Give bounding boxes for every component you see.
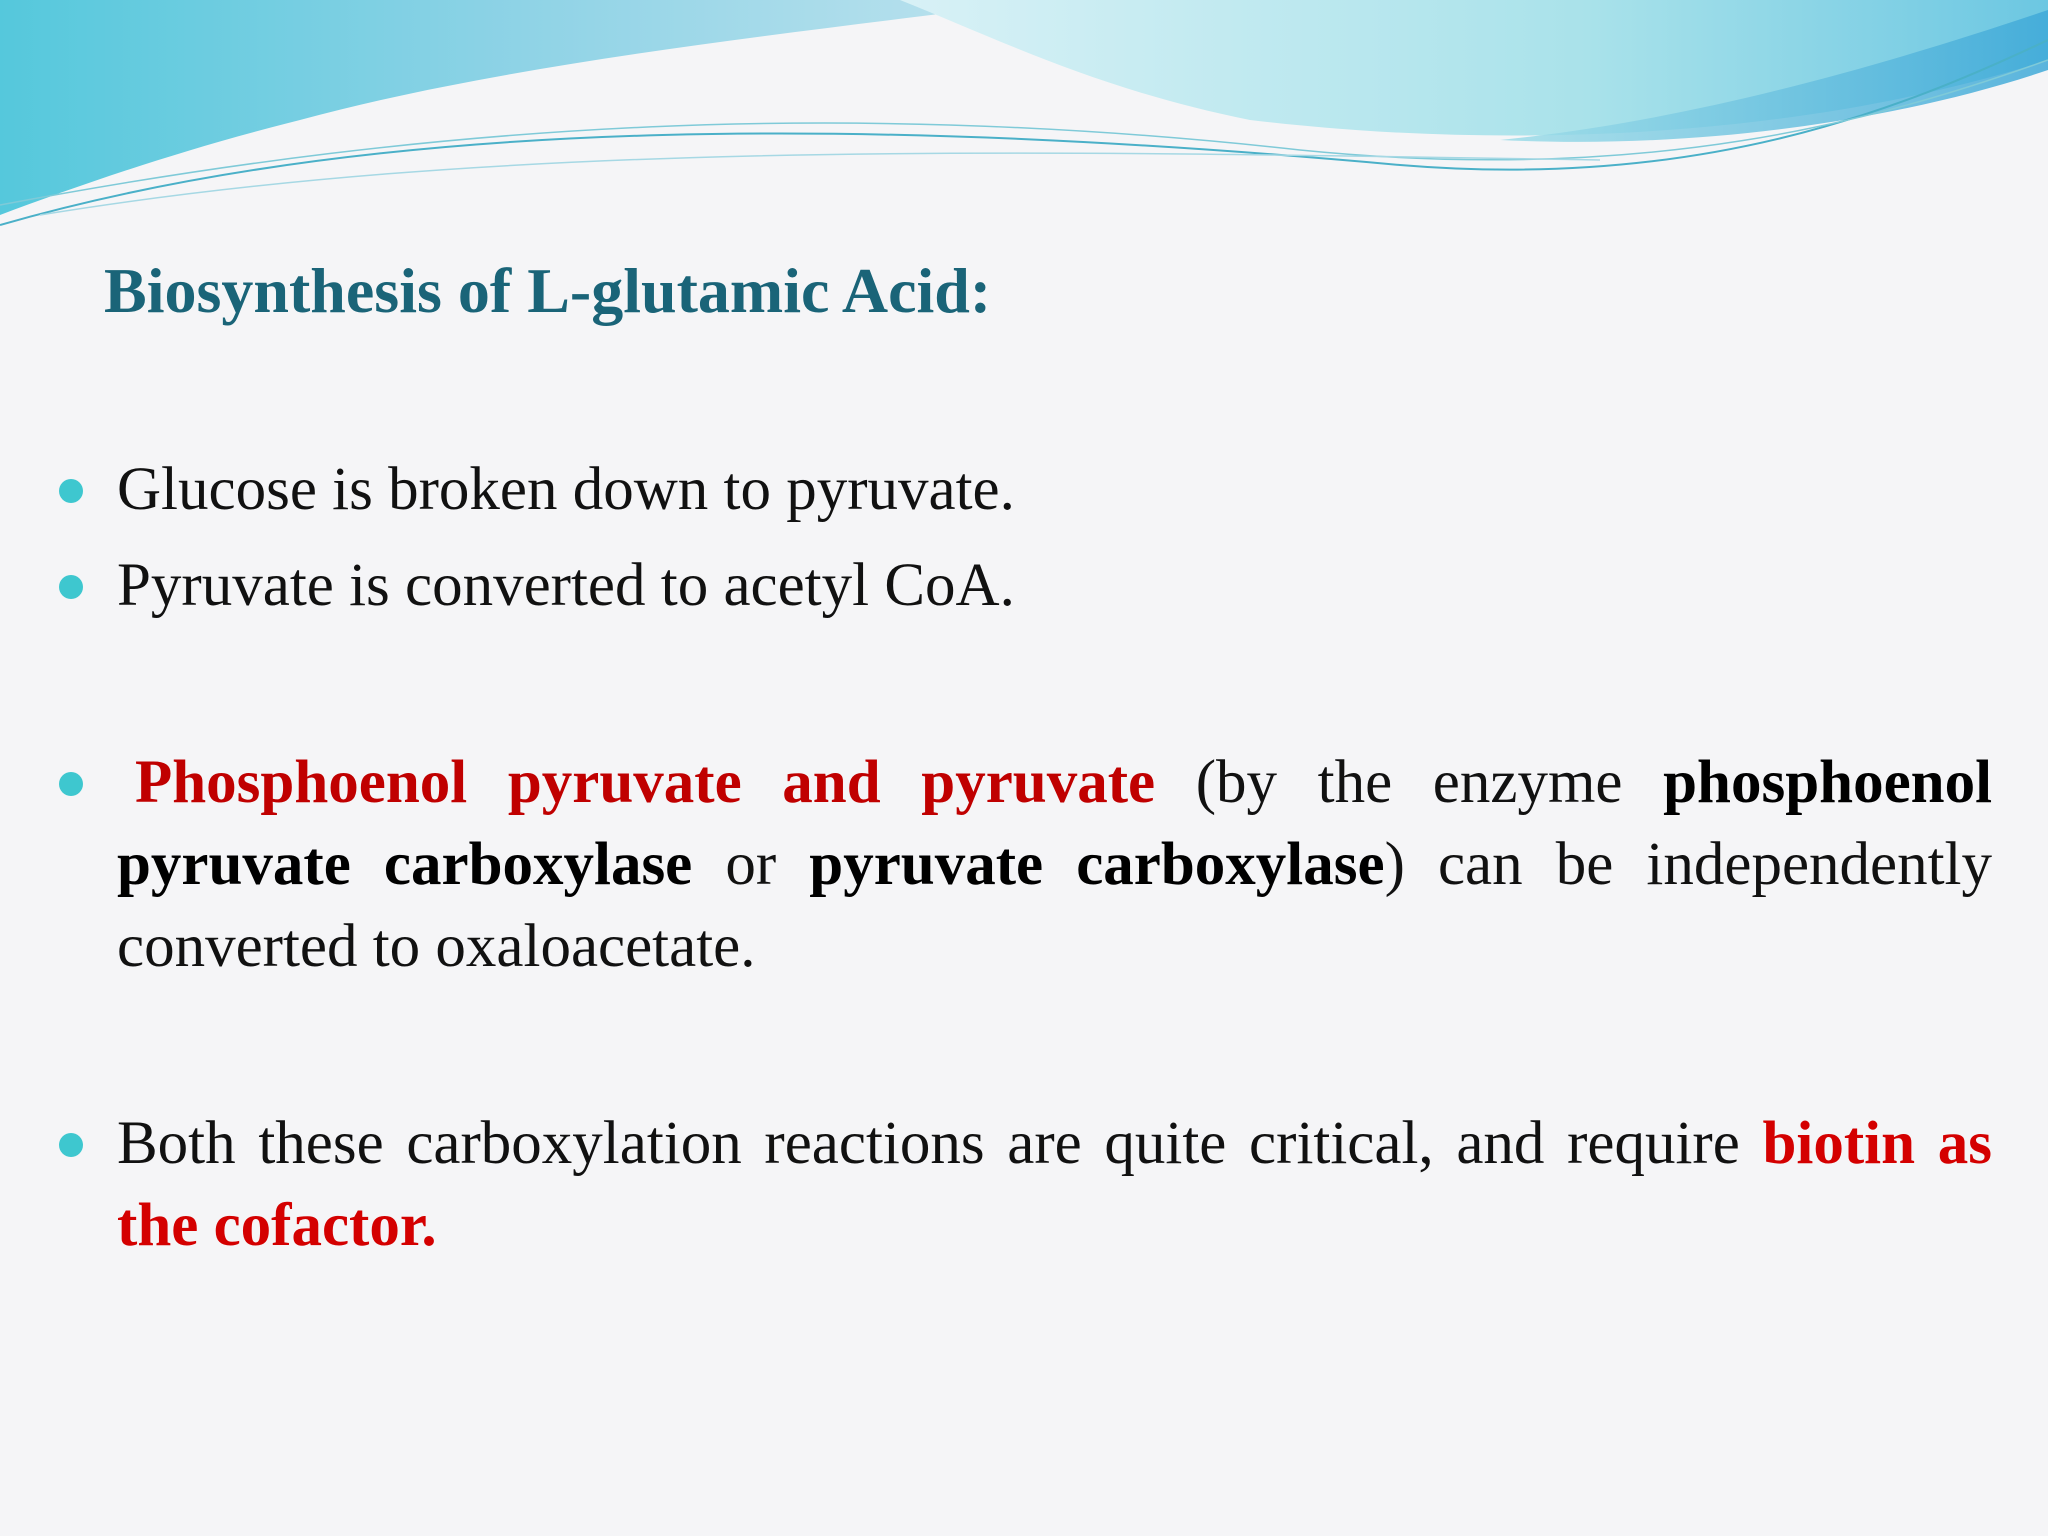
bullet-item bbox=[117, 742, 1992, 988]
bullet-dot-icon bbox=[59, 479, 83, 503]
bullet-dot-icon bbox=[59, 772, 83, 796]
bullet-item bbox=[117, 449, 1992, 531]
bullet-highlight-red: Phosphoenol pyruvate and pyruvate bbox=[135, 749, 1156, 816]
bullet-text: Pyruvate is converted to acetyl CoA. bbox=[117, 552, 1015, 619]
bullet-text: Both these carboxylation reactions are quite critical, and require bbox=[117, 1110, 1763, 1177]
bullet-text: (by the enzyme bbox=[1155, 749, 1664, 816]
bullet-item bbox=[117, 545, 1992, 627]
bullet-item bbox=[117, 1103, 1992, 1267]
bullet-dot-icon bbox=[59, 1133, 83, 1157]
bullet-text: or bbox=[692, 831, 810, 898]
bullet-text: Glucose is broken down to pyruvate. bbox=[117, 456, 1015, 523]
bullet-bold-term: phosphoenol pyruvate carboxylase bbox=[117, 749, 1993, 898]
bullet-bold-term: pyruvate carboxylase bbox=[809, 831, 1385, 898]
bullet-highlight-red: biotin as the cofactor. bbox=[117, 1110, 1992, 1259]
slide-title: Biosynthesis of L-glutamic Acid: bbox=[104, 255, 992, 326]
bullet-text: ) can be independently converted to oxaloacetate. bbox=[117, 831, 1992, 980]
bullet-dot-icon bbox=[59, 575, 83, 599]
